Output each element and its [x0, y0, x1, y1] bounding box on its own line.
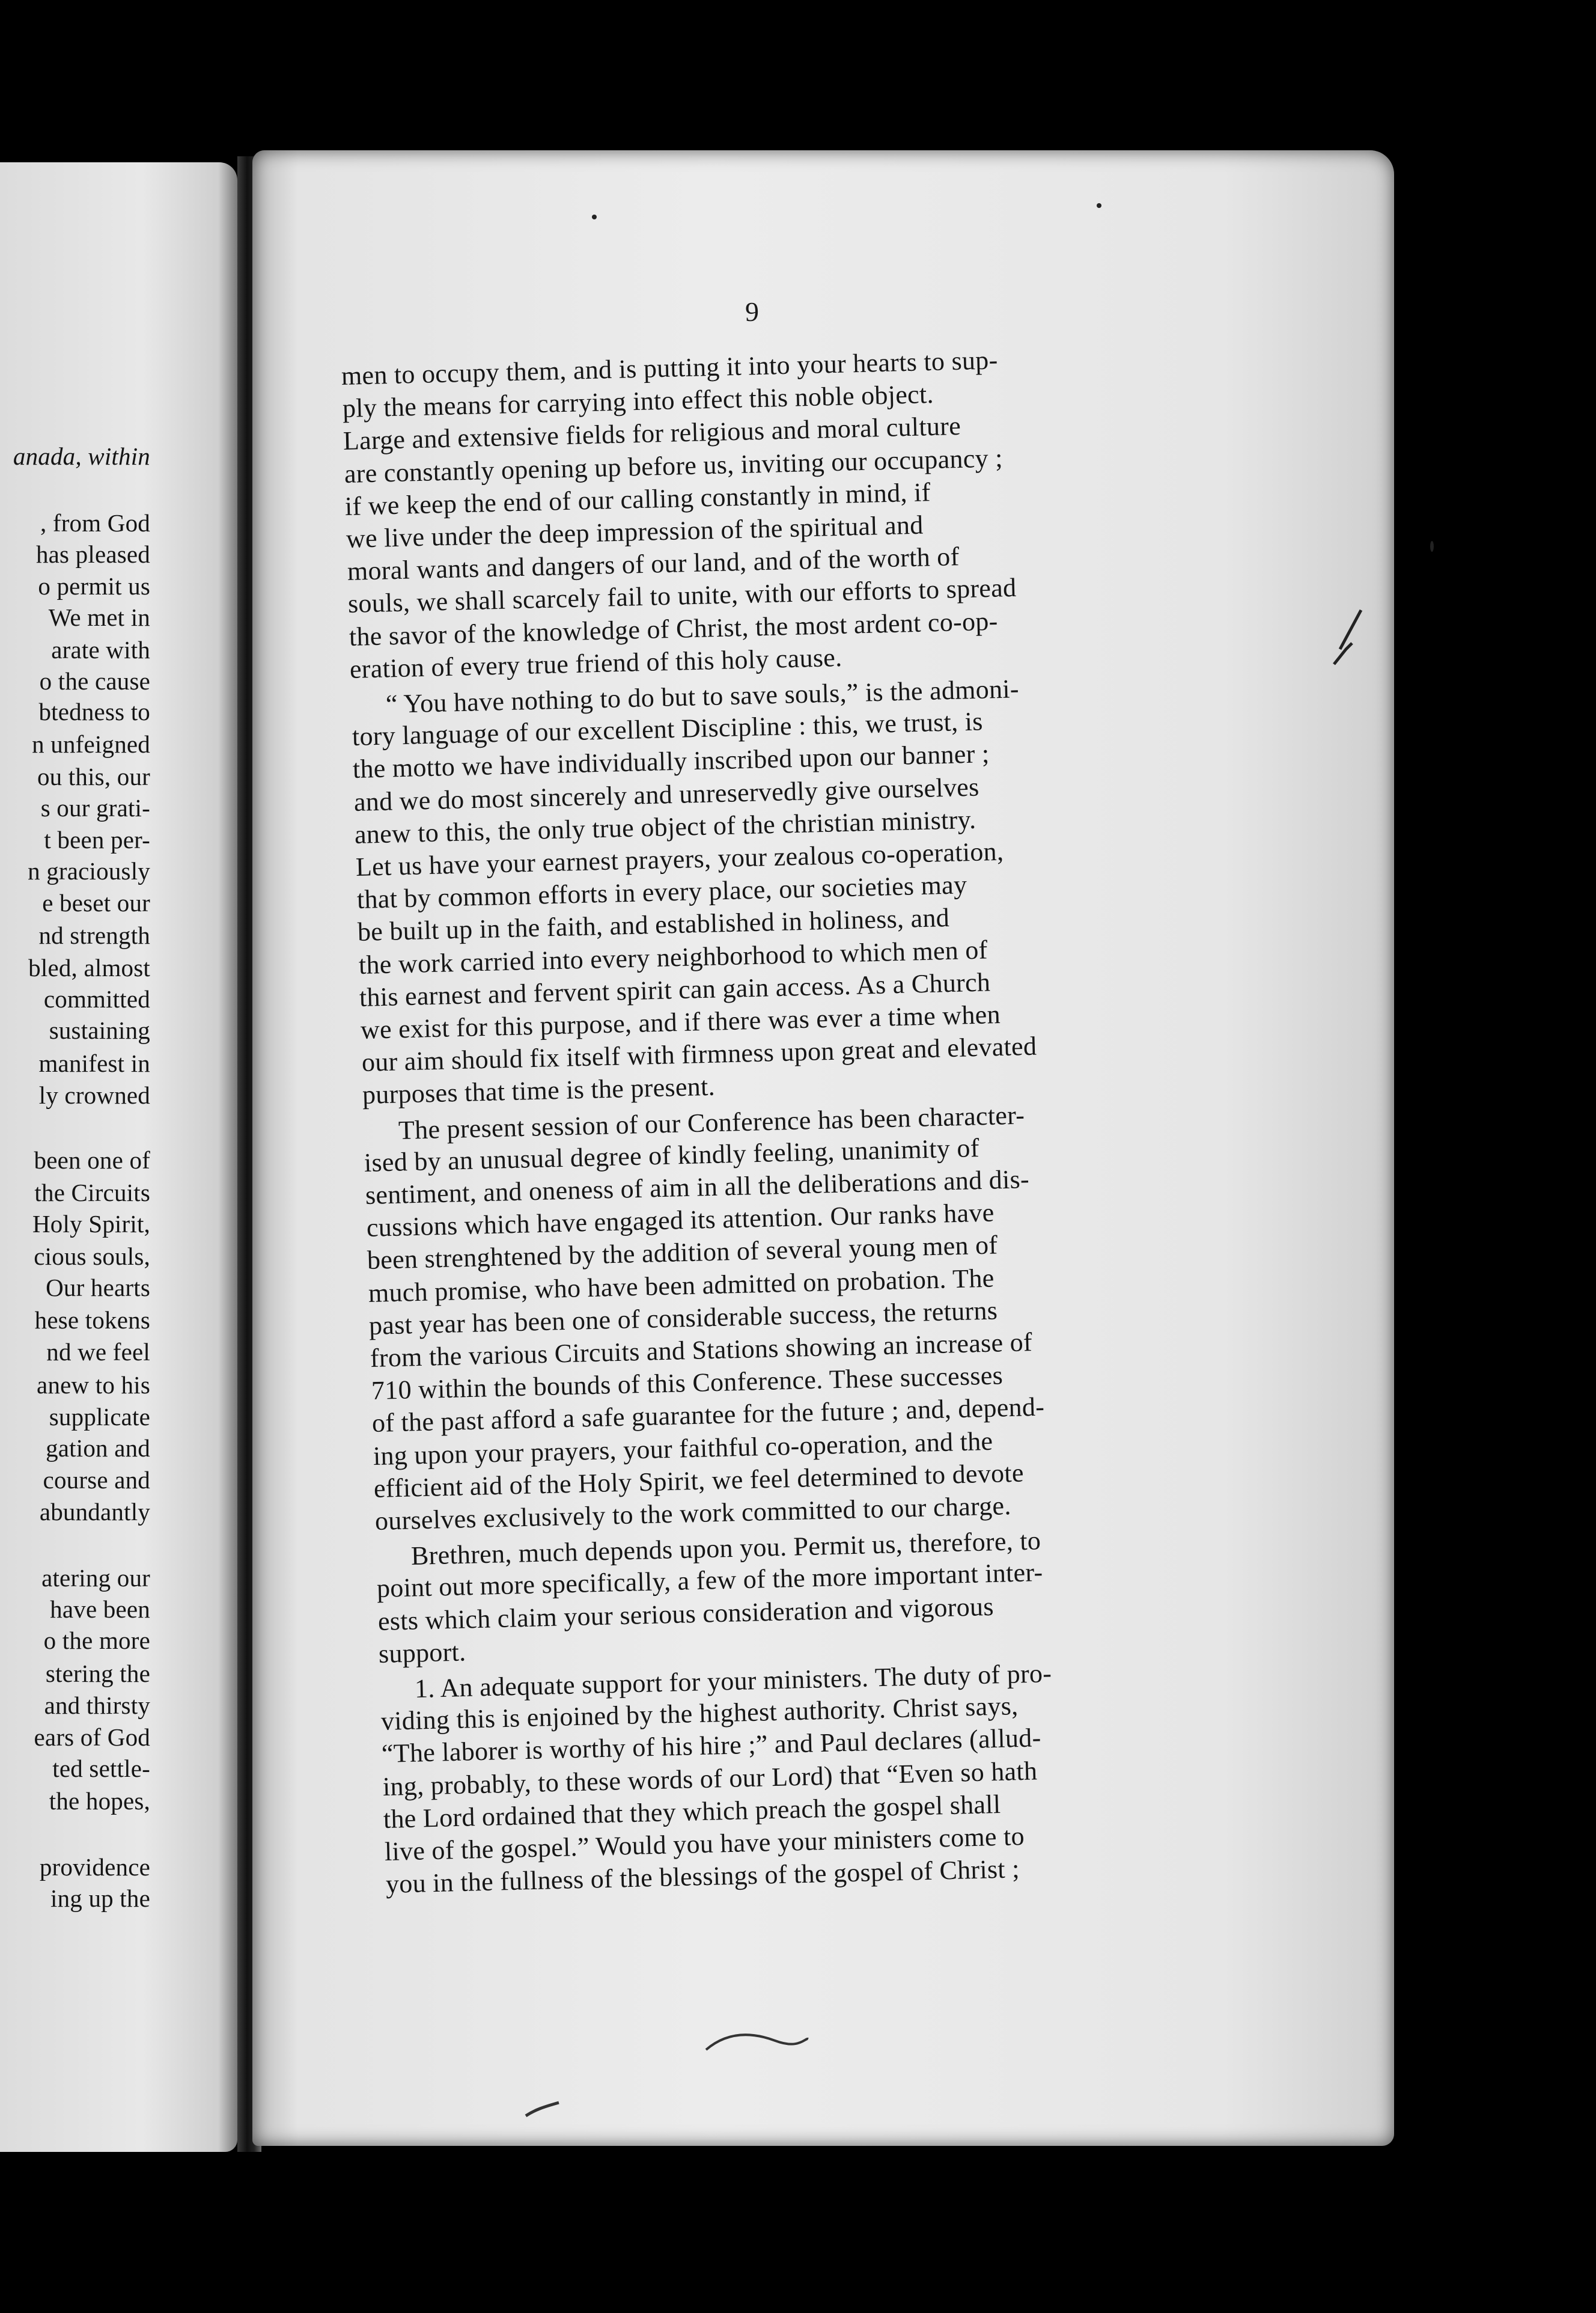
left-page-line: abundantly — [39, 1498, 150, 1526]
body-text-line: eration of every true friend of this holy cause. — [349, 642, 843, 684]
left-page-line: ears of God — [34, 1723, 150, 1751]
left-page-line: sustaining — [49, 1016, 150, 1044]
body-text-line: Large and extensive fields for religious and moral culture — [343, 411, 961, 456]
left-page-line: o permit us — [38, 572, 150, 600]
left-page-line: arate with — [51, 636, 150, 664]
left-page-line: hese tokens — [34, 1306, 150, 1334]
body-text-line: that by common efforts in every place, our societies may — [356, 870, 967, 915]
left-page-line: supplicate — [49, 1403, 150, 1431]
body-text-line: point out more specifically, a few of the more important inter- — [376, 1557, 1044, 1604]
body-text-line: this earnest and fervent spirit can gain access. As a Church — [359, 967, 991, 1012]
body-text-line: cussions which have engaged its attention. Our ranks have — [365, 1197, 994, 1243]
left-page-line: nd strength — [38, 921, 150, 949]
left-page-line: anada, within — [13, 442, 150, 470]
scan-mark — [703, 2026, 811, 2056]
left-page-line: ly crowned — [38, 1081, 150, 1109]
body-text-line: the motto we have individually inscribed upon our banner ; — [352, 739, 990, 784]
body-text-line: ests which claim your serious consideration and vigorous — [377, 1591, 994, 1636]
body-text-line: purposes that time is the present. — [362, 1072, 716, 1110]
scan-speck — [592, 215, 597, 219]
left-page-line: ing up the — [50, 1884, 150, 1912]
body-text-line: much promise, who have been admitted on probation. The — [368, 1263, 994, 1308]
body-text-line: 710 within the bounds of this Conference. These successes — [370, 1360, 1004, 1406]
left-page-line: Holy Spirit, — [32, 1210, 150, 1238]
scan-mark — [523, 2098, 565, 2122]
body-text-line: and we do most sincerely and unreservedly give ourselves — [353, 772, 979, 817]
body-text-line: ised by an unusual degree of kindly feeling, unanimity of — [364, 1132, 980, 1178]
body-text-line: you in the fullness of the blessings of the gospel of Christ ; — [385, 1854, 1020, 1899]
left-page-line: ou this, our — [37, 763, 150, 790]
left-page-line: cious souls, — [34, 1242, 150, 1270]
body-text-line: our aim should fix itself with firmness upon great and elevated — [361, 1031, 1037, 1078]
body-text-line: we live under the deep impression of the spiritual and — [346, 510, 924, 554]
body-text-line: if we keep the end of our calling constantly in mind, if — [344, 477, 931, 521]
body-text-line: live of the gospel.” Would you have your ministers come to — [384, 1821, 1025, 1866]
body-text-line: moral wants and dangers of our land, and of the worth of — [346, 542, 960, 587]
body-text-line: tory language of our excellent Discipline : this, we trust, is — [351, 706, 983, 752]
body-text-line: past year has been one of considerable success, the returns — [368, 1295, 999, 1340]
left-page-line: btedness to — [38, 698, 150, 726]
body-text-line: men to occupy them, and is putting it into your hearts to sup- — [341, 345, 999, 391]
body-text-line: the work carried into every neighborhood to which men of — [358, 935, 988, 980]
left-page-line: Our hearts — [46, 1274, 150, 1301]
left-page-line: n unfeigned — [32, 730, 150, 758]
left-page-line: o the more — [43, 1627, 150, 1654]
left-page-line: e beset our — [42, 889, 150, 917]
body-text-line: Brethren, much depends upon you. Permit us, therefore, to — [410, 1526, 1041, 1571]
body-text-line: the savor of the knowledge of Christ, the most ardent co-op- — [349, 606, 998, 652]
left-page-line: n graciously — [28, 857, 150, 885]
left-page-line: manifest in — [38, 1050, 150, 1077]
left-page-line: o the cause — [39, 667, 150, 695]
left-page-line: and thirsty — [44, 1691, 150, 1719]
body-text-line: viding this is enjoined by the highest authority. Christ says, — [380, 1691, 1019, 1737]
scan-mark — [1328, 607, 1364, 667]
left-page-line: ted settle- — [52, 1755, 150, 1782]
left-page-line: the hopes, — [49, 1787, 150, 1815]
left-page-line: has pleased — [35, 540, 150, 568]
body-text-line: sentiment, and oneness of aim in all the deliberations and dis- — [365, 1164, 1030, 1210]
body-text-line: ing, probably, to these words of our Lord) that “Even so hath — [382, 1755, 1038, 1801]
body-text-line: from the various Circuits and Stations showing an increase of — [370, 1327, 1033, 1373]
left-page-line: course and — [43, 1466, 150, 1494]
page-number: 9 — [745, 296, 759, 327]
body-text-line: Let us have your earnest prayers, your zealous co-operation, — [355, 836, 1004, 882]
left-page-line: t been per- — [44, 826, 150, 854]
left-page-line: been one of — [34, 1146, 150, 1174]
left-page-line: providence — [39, 1853, 150, 1881]
body-text-line: support. — [378, 1637, 467, 1669]
body-text-line: be built up in the faith, and established in holiness, and — [357, 903, 950, 947]
left-page-line: committed — [43, 985, 150, 1013]
left-page-line: stering the — [45, 1660, 150, 1687]
body-text-line: ing upon your prayers, your faithful co-operation, and the — [373, 1426, 993, 1471]
body-text-line: been strenghtened by the addition of several young men of — [367, 1230, 999, 1276]
body-text-line: “ You have nothing to do but to save souls,” is the admoni- — [385, 674, 1020, 719]
left-page-line: , from God — [40, 509, 150, 537]
left-page-line: nd we feel — [46, 1338, 150, 1366]
left-page-line: s our grati- — [40, 794, 150, 822]
left-page-line: We met in — [48, 603, 150, 631]
body-text-line: of the past afford a safe guarantee for the future ; and, depend- — [371, 1392, 1045, 1438]
left-page-line: atering our — [41, 1564, 150, 1592]
body-text-line: ply the means for carrying into effect this noble object. — [341, 379, 934, 424]
left-page-line: anew to his — [37, 1371, 150, 1399]
body-text-line: 1. An adequate support for your ministers. The duty of pro- — [414, 1658, 1052, 1703]
body-text-line: ourselves exclusively to the work committed to our charge. — [374, 1491, 1012, 1536]
body-text-line: souls, we shall scarcely fail to unite, with our efforts to spread — [347, 573, 1017, 619]
left-page-line: gation and — [46, 1434, 150, 1462]
body-text-line: are constantly opening up before us, inviting our occupancy ; — [344, 442, 1004, 489]
body-text-line: anew to this, the only true object of the christian ministry. — [354, 804, 977, 849]
left-page-line: have been — [50, 1595, 150, 1623]
body-text-line: The present session of our Conference has been character- — [398, 1100, 1025, 1145]
body-text-line: we exist for this purpose, and if there was ever a time when — [360, 999, 1001, 1045]
scan-speck — [1097, 203, 1101, 208]
body-text-line: the Lord ordained that they which preach the gospel shall — [383, 1789, 1002, 1834]
left-page-line: the Circuits — [34, 1179, 150, 1206]
scan-speck — [1430, 541, 1434, 552]
body-text-line: efficient aid of the Holy Spirit, we feel determined to devote — [373, 1458, 1025, 1503]
left-page-line: bled, almost — [28, 954, 150, 982]
body-text-line: “The laborer is worthy of his hire ;” and Paul declares (allud- — [381, 1723, 1042, 1769]
